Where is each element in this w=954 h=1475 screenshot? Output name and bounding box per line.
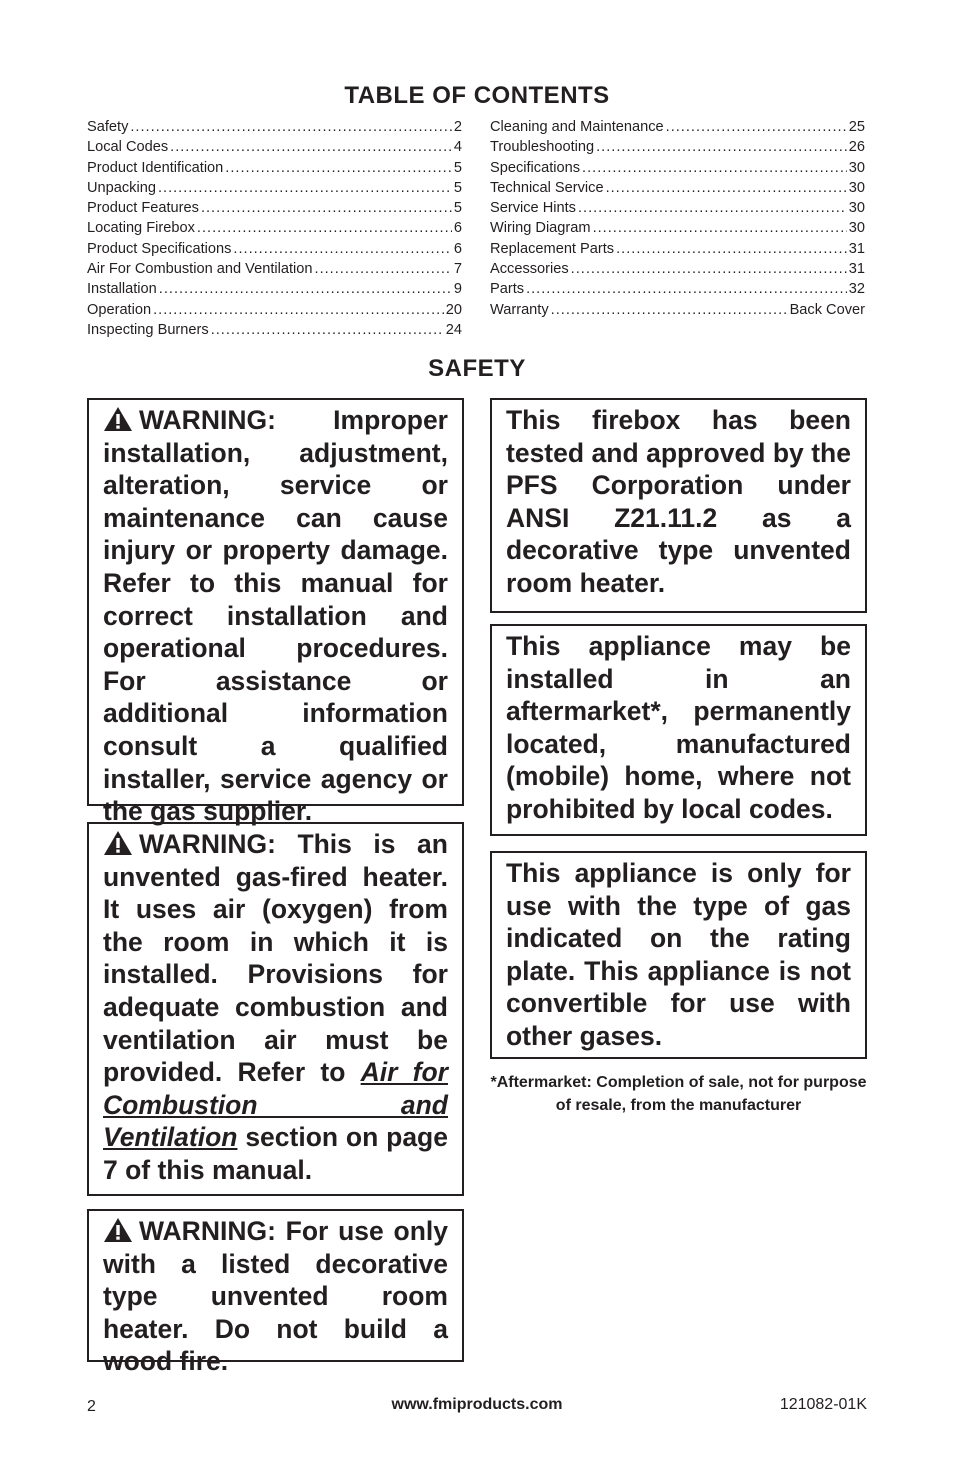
toc-entry[interactable]	[490, 259, 865, 279]
toc-entry[interactable]	[87, 300, 462, 320]
aftermarket-footnote: *Aftermarket: Completion of sale, not for purpose of resale, from the manufacturer	[490, 1074, 867, 1114]
toc-entry-page: 5	[453, 200, 462, 217]
toc-entry-page: 31	[848, 261, 865, 278]
toc-entry[interactable]	[87, 239, 462, 259]
toc-entry[interactable]	[490, 158, 865, 178]
toc-entry[interactable]	[87, 218, 462, 238]
toc-entry-page: 30	[848, 179, 865, 196]
toc-leader-dots	[526, 279, 847, 299]
toc-leader-dots	[578, 198, 847, 218]
toc-entry-label: Replacement Parts	[490, 240, 615, 257]
warning-text: For use only with a listed decorative type unvented room heater. Do not build a wood fire.	[103, 1216, 448, 1377]
toc-entry-page: 30	[848, 159, 865, 176]
toc-entry-label: Product Identification	[87, 159, 224, 176]
toc-leader-dots	[582, 158, 847, 178]
toc-entry[interactable]	[87, 117, 462, 137]
warning-triangle-icon	[103, 1217, 133, 1243]
toc-entry-label: Local Codes	[87, 139, 169, 156]
info-box-mobile-home	[490, 624, 867, 836]
toc-entry-page: 20	[445, 301, 462, 318]
toc-entry-label: Wiring Diagram	[490, 220, 591, 237]
toc-entry-page: 4	[453, 139, 462, 156]
toc-entry-label: Service Hints	[490, 200, 576, 217]
toc-entry-label: Technical Service	[490, 179, 604, 196]
toc-leader-dots	[571, 259, 847, 279]
toc-entry-page: Back Cover	[789, 301, 865, 318]
toc-entry-page: 7	[453, 261, 462, 278]
toc-entry-page: 9	[453, 281, 462, 298]
toc-entry[interactable]	[490, 137, 865, 157]
page-number: 2	[87, 1398, 96, 1415]
certification-text: This firebox has been tested and approved by the PFS Corporation under ANSI Z21.11.2 as a decorative type unvented room heater.	[506, 405, 851, 598]
warning-text: Improper installation, adjustment, alteration, service or maintenance can cause injury or property damage. Refer to this manual for correct installation and operational procedures. For assistance or additional information consult a qualified installer, service agency or the gas supplier.	[103, 405, 448, 827]
toc-entry[interactable]	[490, 198, 865, 218]
toc-entry[interactable]	[87, 279, 462, 299]
info-box-certification	[490, 398, 867, 613]
gas-type-text: This appliance is only for use with the type of gas indicated on the rating plate. This appliance is not convertible for use with other gases.	[506, 858, 851, 1051]
toc-entry-label: Unpacking	[87, 179, 156, 196]
toc-entry-page: 6	[453, 220, 462, 237]
toc-entry[interactable]	[87, 320, 462, 340]
toc-leader-dots	[666, 117, 847, 137]
air-for-combustion-reference[interactable]: Air for Combustion and Ventilation	[103, 1057, 448, 1153]
toc-entry-label: Product Features	[87, 200, 199, 217]
toc-entry[interactable]	[490, 239, 865, 259]
toc-entry-label: Installation	[87, 281, 157, 298]
safety-title: SAFETY	[428, 355, 526, 382]
warning-label: WARNING:	[139, 1216, 276, 1246]
toc-entry-page: 5	[453, 179, 462, 196]
toc-entry-page: 6	[453, 240, 462, 257]
toc-entry[interactable]	[87, 137, 462, 157]
toc-entry-page: 5	[453, 159, 462, 176]
toc-entry-label: Inspecting Burners	[87, 321, 209, 338]
toc-entry-label: Accessories	[490, 261, 569, 278]
toc-leader-dots	[170, 137, 452, 157]
toc-entry-page: 25	[848, 119, 865, 135]
toc-entry-label: Warranty	[490, 301, 549, 318]
toc-leader-dots	[158, 178, 452, 198]
toc-entry-label: Operation	[87, 301, 152, 318]
toc-entry-label: Parts	[490, 281, 525, 298]
toc-entry[interactable]	[490, 279, 865, 299]
toc-entry[interactable]	[490, 300, 865, 320]
toc-leader-dots	[596, 137, 847, 157]
toc-leader-dots	[225, 158, 452, 178]
toc-right-column	[490, 117, 865, 320]
toc-leader-dots	[551, 300, 788, 320]
warning-text: This is an unvented gas-fired heater. It uses air (oxygen) from the room in which it is installed. Provisions for adequate combustion and ventilation air must be provided. Refer to	[103, 829, 448, 1088]
toc-entry-page: 26	[848, 139, 865, 156]
warning-label: WARNING:	[139, 829, 276, 859]
toc-entry-label: Safety	[87, 119, 129, 135]
toc-leader-dots	[201, 198, 452, 218]
warning-triangle-icon	[103, 830, 133, 856]
toc-leader-dots	[153, 300, 444, 320]
toc-entry-label: Troubleshooting	[490, 139, 595, 156]
document-number: 121082-01K	[779, 1396, 867, 1413]
toc-leader-dots	[130, 117, 452, 137]
toc-leader-dots	[315, 259, 452, 279]
toc-entry[interactable]	[490, 178, 865, 198]
toc-leader-dots	[593, 218, 847, 238]
warning-box-wood-fire	[87, 1209, 464, 1377]
toc-entry-page: 24	[445, 321, 462, 338]
warning-triangle-icon	[103, 406, 133, 432]
warning-box-unvented-heater	[87, 822, 464, 1196]
toc-leader-dots	[211, 320, 444, 340]
toc-entry-page: 2	[453, 119, 462, 135]
mobile-home-text: This appliance may be installed in an aftermarket*, permanently located, manufactured (mobile) home, where not prohibited by local codes.	[506, 631, 851, 824]
warning-text-end: section on page 7 of this manual.	[103, 1122, 448, 1185]
toc-entry[interactable]	[87, 178, 462, 198]
toc-entry-page: 31	[848, 240, 865, 257]
warning-box-improper-installation	[87, 398, 464, 827]
toc-leader-dots	[197, 218, 452, 238]
toc-left-column	[87, 117, 462, 340]
toc-entry[interactable]	[87, 158, 462, 178]
toc-leader-dots	[616, 239, 847, 259]
toc-entry-page: 30	[848, 200, 865, 217]
warning-label: WARNING:	[139, 405, 276, 435]
toc-entry[interactable]	[490, 117, 865, 137]
toc-entry-label: Cleaning and Maintenance	[490, 119, 664, 135]
toc-entry-label: Specifications	[490, 159, 581, 176]
website-url: www.fmiproducts.com	[391, 1396, 563, 1413]
toc-entry-label: Locating Firebox	[87, 220, 195, 237]
toc-entry[interactable]	[490, 218, 865, 238]
toc-leader-dots	[606, 178, 847, 198]
toc-entry[interactable]	[87, 198, 462, 218]
toc-entry[interactable]	[87, 259, 462, 279]
toc-leader-dots	[159, 279, 452, 299]
toc-leader-dots	[233, 239, 451, 259]
toc-entry-page: 30	[848, 220, 865, 237]
toc-entry-label: Product Specifications	[87, 240, 232, 257]
toc-title: TABLE OF CONTENTS	[344, 82, 610, 109]
info-box-gas-type	[490, 851, 867, 1059]
toc-entry-label: Air For Combustion and Ventilation	[87, 261, 313, 278]
toc-entry-page: 32	[848, 281, 865, 298]
